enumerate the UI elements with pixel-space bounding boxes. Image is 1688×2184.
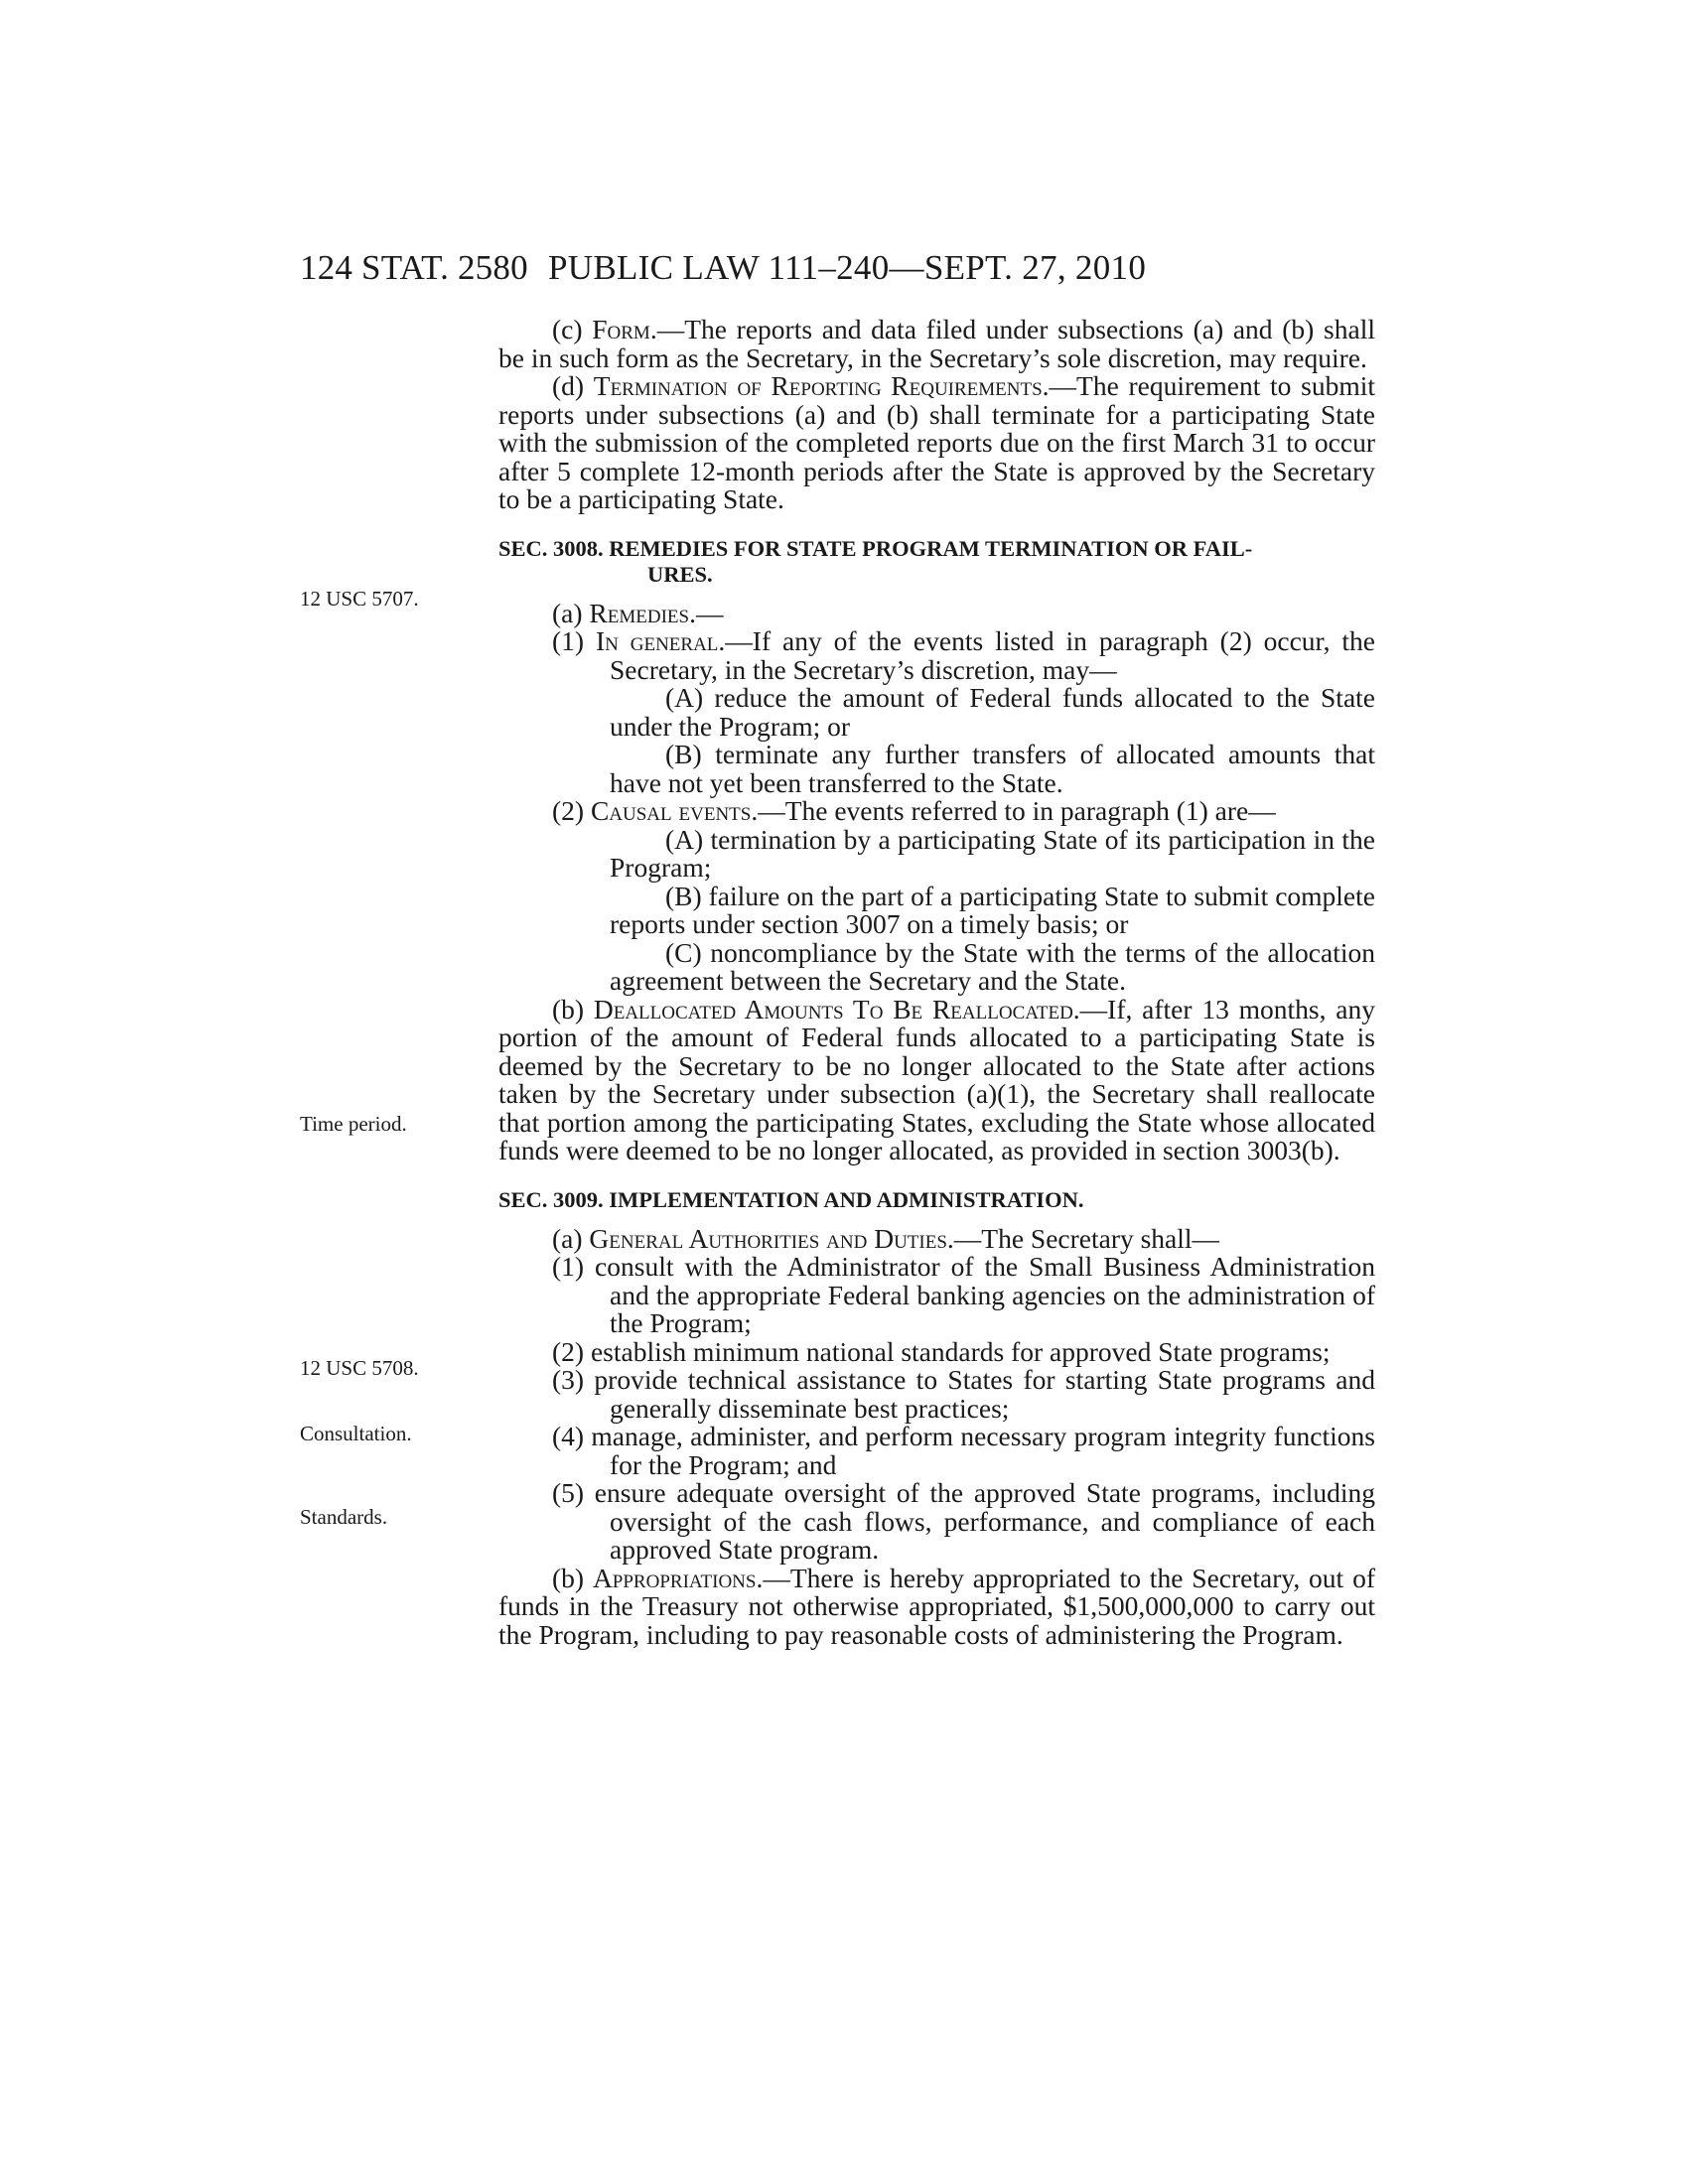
paragraph-ga-1: (1) consult with the Administrator of the Small Business Administration and the appropriate Federal banking agencies on the administration of the Program; xyxy=(552,1251,1375,1338)
heading-deallocated: Deallocated Amounts To Be Reallocated xyxy=(593,993,1073,1024)
text-ga: .—The Secretary shall— xyxy=(946,1222,1220,1254)
subparagraph-a-2-B: (B) failure on the part of a participating State to submit complete reports under section 3007 on a timely basis; or xyxy=(610,880,1375,939)
heading-appropriations: Appropriations xyxy=(592,1562,757,1593)
heading-in-general: In general xyxy=(595,625,719,656)
paragraph-ga-5: (5) ensure adequate oversight of the approved State programs, including oversight of the cash flows, performance, and compliance of each approved State program. xyxy=(552,1477,1375,1565)
body-column xyxy=(498,316,1375,1649)
label-d: (d) xyxy=(552,370,594,401)
paragraph-a-1 xyxy=(552,625,1375,685)
margin-note-standards: Standards. xyxy=(300,1505,388,1529)
subparagraph-a-2-A: (A) termination by a participating State of its participation in the Program; xyxy=(610,823,1375,883)
text-b: .—If, after 13 months, any portion of the amount of Federal funds allocated to a participating State is deemed by the Secretary to be no longer allocated to the State after actions taken by the Secretary under subsection (a)(1), the Secretary shall reallocate that portion among the participating States, excluding the State whose allocated funds were deemed to be no longer allocated, as provided in section 3003(b). xyxy=(498,993,1375,1165)
public-law-title: PUBLIC LAW 111–240—SEPT. 27, 2010 xyxy=(548,248,1147,287)
subparagraph-a-1-B: (B) terminate any further transfers of allocated amounts that have not yet been transferred to the State. xyxy=(610,739,1375,798)
heading-termination: Termination of Reporting Requirements xyxy=(593,370,1043,401)
margin-note-usc-5708: 12 USC 5708. xyxy=(300,1356,419,1380)
label-ga: (a) xyxy=(552,1222,590,1254)
paragraph-ga-3: (3) provide technical assistance to States for starting State programs and generally disseminate best practices; xyxy=(552,1364,1375,1424)
label-c: (c) xyxy=(552,314,593,344)
subsection-c-form xyxy=(498,316,1375,372)
margin-note-time-period: Time period. xyxy=(300,1112,407,1136)
paragraph-ga-2: (2) establish minimum national standards for approved State programs; xyxy=(552,1335,1331,1367)
heading-form: Form xyxy=(592,314,650,344)
section-3008-line-2: URES. xyxy=(647,561,713,587)
subsection-a-general-authorities xyxy=(498,1222,1375,1254)
text-a-2: .—The events referred to in paragraph (1) are— xyxy=(751,795,1276,826)
paragraph-ga-4: (4) manage, administer, and perform necessary program integrity functions for the Program; and xyxy=(552,1421,1375,1480)
margin-note-consultation: Consultation. xyxy=(300,1422,412,1445)
heading-remedies: Remedies xyxy=(589,597,690,628)
section-3008-line-1: SEC. 3008. REMEDIES FOR STATE PROGRAM TERMINATION OR FAIL- xyxy=(498,535,1253,561)
label-a: (a) xyxy=(552,597,590,628)
text-d: .—The requirement to submit reports under subsections (a) and (b) shall terminate for a participating State with the submission of the completed reports due on the first March 31 to occur after 5 complete 12-month periods after the State is approved by the Secretary to be a participating State. xyxy=(498,370,1375,514)
statute-page-number: 124 STAT. 2580 xyxy=(300,248,528,287)
text-c: .—The reports and data filed under subsections (a) and (b) shall be in such form as the Secretary, in the Secretary’s sole discretion, may require. xyxy=(498,314,1375,373)
margin-note-usc-5707: 12 USC 5707. xyxy=(300,587,419,611)
subparagraph-a-2-C: (C) noncompliance by the State with the terms of the allocation agreement between the Secretary and the State. xyxy=(610,936,1375,996)
text-approp: .—There is hereby appropriated to the Secretary, out of funds in the Treasury not otherwise appropriated, $1,500,000,000 to carry out the Program, including to pay reasonable costs of administering the Program. xyxy=(498,1562,1375,1650)
subsection-b-appropriations xyxy=(498,1562,1375,1650)
subsection-a-remedies xyxy=(498,597,1375,628)
heading-general-authorities: General Authorities and Duties xyxy=(589,1222,947,1254)
paragraph-a-2 xyxy=(552,795,1375,826)
label-a-1: (1) xyxy=(552,625,596,656)
label-b: (b) xyxy=(552,993,594,1024)
label-approp: (b) xyxy=(552,1562,593,1593)
subparagraph-a-1-A: (A) reduce the amount of Federal funds allocated to the State under the Program; or xyxy=(610,682,1375,742)
section-3009-heading: SEC. 3009. IMPLEMENTATION AND ADMINISTRATION. xyxy=(498,1186,1084,1212)
dash-a: .— xyxy=(689,597,724,628)
subsection-b-deallocated xyxy=(498,993,1375,1165)
heading-causal-events: Causal events xyxy=(590,795,752,826)
subsection-d-termination xyxy=(498,372,1375,514)
section-3008-heading xyxy=(498,536,1375,588)
label-a-2: (2) xyxy=(552,795,591,826)
text-a-1: .—If any of the events listed in paragraph (2) occur, the Secretary, in the Secretary’s discretion, may— xyxy=(610,625,1375,685)
